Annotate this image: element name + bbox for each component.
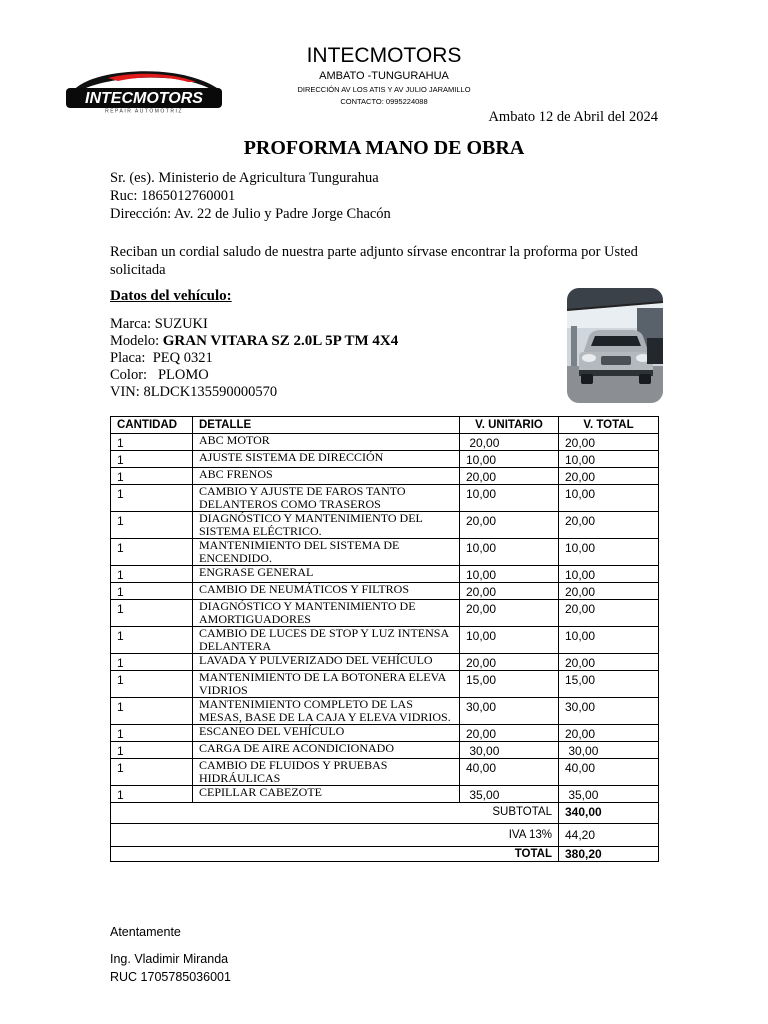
table-row (111, 627, 659, 654)
row-unit-price: 20,00 (460, 583, 559, 600)
row-total-price: 10,00 (559, 539, 659, 566)
row-unit-price: 40,00 (460, 759, 559, 786)
vehicle-plate-value: PEQ 0321 (152, 350, 213, 366)
row-quantity: 1 (111, 742, 193, 759)
iva-value: 44,20 (559, 824, 659, 847)
vehicle-plate-label: Placa: (110, 350, 146, 366)
row-unit-price: 20,00 (460, 654, 559, 671)
vehicle-brand-value: SUZUKI (154, 316, 208, 332)
row-total-price: 15,00 (559, 671, 659, 698)
company-city: AMBATO -TUNGURAHUA (319, 70, 449, 82)
header-quantity: CANTIDAD (111, 417, 193, 434)
logo-tagline: REPAIR AUTOMOTRIZ (105, 108, 183, 114)
greeting-paragraph: Reciban un cordial saludo de nuestra parte adjunto sírvase encontrar la proforma por Usted solicitada (110, 244, 638, 278)
row-detail: ESCANEO DEL VEHÍCULO (193, 725, 460, 742)
client-name: Sr. (es). Ministerio de Agricultura Tungurahua (110, 170, 379, 186)
row-total-price: 20,00 (559, 654, 659, 671)
vehicle-heading: Datos del vehículo: (110, 288, 232, 304)
row-detail: CAMBIO Y AJUSTE DE FAROS TANTO DELANTEROS COMO TRASEROS (193, 485, 460, 512)
row-total-price: 10,00 (559, 451, 659, 468)
row-detail: CARGA DE AIRE ACONDICIONADO (193, 742, 460, 759)
table-row (111, 566, 659, 583)
row-quantity: 1 (111, 600, 193, 627)
table-row (111, 671, 659, 698)
vehicle-model-label: Modelo: (110, 333, 160, 349)
signer-name: Ing. Vladimir Miranda (110, 952, 229, 966)
row-quantity: 1 (111, 725, 193, 742)
row-unit-price: 35,00 (460, 786, 559, 803)
row-detail: ABC FRENOS (193, 468, 460, 485)
row-quantity: 1 (111, 434, 193, 451)
company-name: INTECMOTORS (306, 44, 462, 67)
table-row (111, 512, 659, 539)
table-row (111, 451, 659, 468)
closing-text: Atentamente (110, 925, 181, 939)
company-logo (64, 68, 226, 114)
row-detail: ENGRASE GENERAL (193, 566, 460, 583)
row-unit-price: 10,00 (460, 566, 559, 583)
header-detail: DETALLE (193, 417, 460, 434)
table-row (111, 539, 659, 566)
row-detail: MANTENIMIENTO DEL SISTEMA DE ENCENDIDO. (193, 539, 460, 566)
row-unit-price: 10,00 (460, 627, 559, 654)
vehicle-plate (110, 350, 213, 367)
table-row (111, 725, 659, 742)
row-quantity: 1 (111, 698, 193, 725)
vehicle-color-value: PLOMO (157, 367, 209, 383)
row-unit-price: 20,00 (460, 468, 559, 485)
row-detail: DIAGNÓSTICO Y MANTENIMIENTO DE AMORTIGUADORES (193, 600, 460, 627)
company-address: DIRECCIÓN AV LOS ATIS Y AV JULIO JARAMILLO (297, 85, 471, 94)
table-row (111, 485, 659, 512)
client-address: Dirección: Av. 22 de Julio y Padre Jorge Chacón (110, 206, 391, 222)
vehicle-vin-label: VIN: (110, 384, 140, 400)
vehicle-brand (110, 316, 208, 333)
row-unit-price: 15,00 (460, 671, 559, 698)
row-total-price: 20,00 (559, 512, 659, 539)
row-quantity: 1 (111, 485, 193, 512)
vehicle-photo (567, 288, 663, 403)
row-quantity: 1 (111, 671, 193, 698)
table-row (111, 600, 659, 627)
row-quantity: 1 (111, 468, 193, 485)
row-quantity: 1 (111, 759, 193, 786)
row-total-price: 30,00 (559, 742, 659, 759)
table-row (111, 468, 659, 485)
row-unit-price: 20,00 (460, 434, 559, 451)
vehicle-vin-value: 8LDCK135590000570 (143, 384, 278, 400)
client-ruc: Ruc: 1865012760001 (110, 188, 236, 204)
row-total-price: 20,00 (559, 468, 659, 485)
row-quantity: 1 (111, 654, 193, 671)
table-row (111, 742, 659, 759)
row-detail: DIAGNÓSTICO Y MANTENIMIENTO DEL SISTEMA ELÉCTRICO. (193, 512, 460, 539)
row-quantity: 1 (111, 583, 193, 600)
row-quantity: 1 (111, 786, 193, 803)
table-row (111, 698, 659, 725)
iva-row (111, 824, 659, 847)
total-value: 380,20 (559, 847, 659, 862)
iva-label: IVA 13% (111, 824, 559, 847)
row-total-price: 30,00 (559, 698, 659, 725)
vehicle-color (110, 367, 209, 384)
table-header-row (111, 417, 659, 434)
subtotal-row (111, 803, 659, 824)
row-total-price: 10,00 (559, 627, 659, 654)
row-total-price: 20,00 (559, 600, 659, 627)
row-detail: CAMBIO DE NEUMÁTICOS Y FILTROS (193, 583, 460, 600)
logo-text: INTECMOTORS (85, 90, 203, 107)
row-quantity: 1 (111, 627, 193, 654)
signer-ruc: RUC 1705785036001 (110, 970, 231, 984)
row-detail: AJUSTE SISTEMA DE DIRECCIÓN (193, 451, 460, 468)
row-detail: MANTENIMIENTO DE LA BOTONERA ELEVA VIDRIOS (193, 671, 460, 698)
row-detail: MANTENIMIENTO COMPLETO DE LAS MESAS, BASE DE LA CAJA Y ELEVA VIDRIOS. (193, 698, 460, 725)
row-unit-price: 20,00 (460, 600, 559, 627)
row-total-price: 10,00 (559, 566, 659, 583)
row-quantity: 1 (111, 566, 193, 583)
table-row (111, 583, 659, 600)
table-row (111, 759, 659, 786)
table-row (111, 786, 659, 803)
row-total-price: 40,00 (559, 759, 659, 786)
header-total-price: V. TOTAL (559, 417, 659, 434)
row-unit-price: 20,00 (460, 725, 559, 742)
table-row (111, 654, 659, 671)
company-contact: CONTACTO: 0995224088 (340, 97, 428, 106)
vehicle-vin (110, 384, 277, 401)
row-unit-price: 10,00 (460, 539, 559, 566)
row-total-price: 35,00 (559, 786, 659, 803)
row-detail: CAMBIO DE FLUIDOS Y PRUEBAS HIDRÁULICAS (193, 759, 460, 786)
vehicle-model-value: GRAN VITARA SZ 2.0L 5P TM 4X4 (162, 333, 399, 349)
table-row (111, 434, 659, 451)
row-detail: LAVADA Y PULVERIZADO DEL VEHÍCULO (193, 654, 460, 671)
document-title: PROFORMA MANO DE OBRA (243, 137, 525, 159)
row-total-price: 10,00 (559, 485, 659, 512)
row-detail: CAMBIO DE LUCES DE STOP Y LUZ INTENSA DELANTERA (193, 627, 460, 654)
date-line: Ambato 12 de Abril del 2024 (488, 109, 658, 125)
quote-table (110, 416, 659, 862)
subtotal-value: 340,00 (559, 803, 659, 824)
row-total-price: 20,00 (559, 583, 659, 600)
row-quantity: 1 (111, 451, 193, 468)
row-unit-price: 30,00 (460, 742, 559, 759)
row-unit-price: 30,00 (460, 698, 559, 725)
row-unit-price: 10,00 (460, 451, 559, 468)
vehicle-model (110, 333, 398, 350)
row-quantity: 1 (111, 539, 193, 566)
row-detail: ABC MOTOR (193, 434, 460, 451)
row-total-price: 20,00 (559, 434, 659, 451)
vehicle-brand-label: Marca: (110, 316, 152, 332)
total-label: TOTAL (111, 847, 559, 862)
row-detail: CEPILLAR CABEZOTE (193, 786, 460, 803)
total-row (111, 847, 659, 862)
row-quantity: 1 (111, 512, 193, 539)
row-unit-price: 20,00 (460, 512, 559, 539)
row-total-price: 20,00 (559, 725, 659, 742)
header-unit-price: V. UNITARIO (460, 417, 559, 434)
row-unit-price: 10,00 (460, 485, 559, 512)
subtotal-label: SUBTOTAL (111, 803, 559, 824)
vehicle-color-label: Color: (110, 367, 148, 383)
